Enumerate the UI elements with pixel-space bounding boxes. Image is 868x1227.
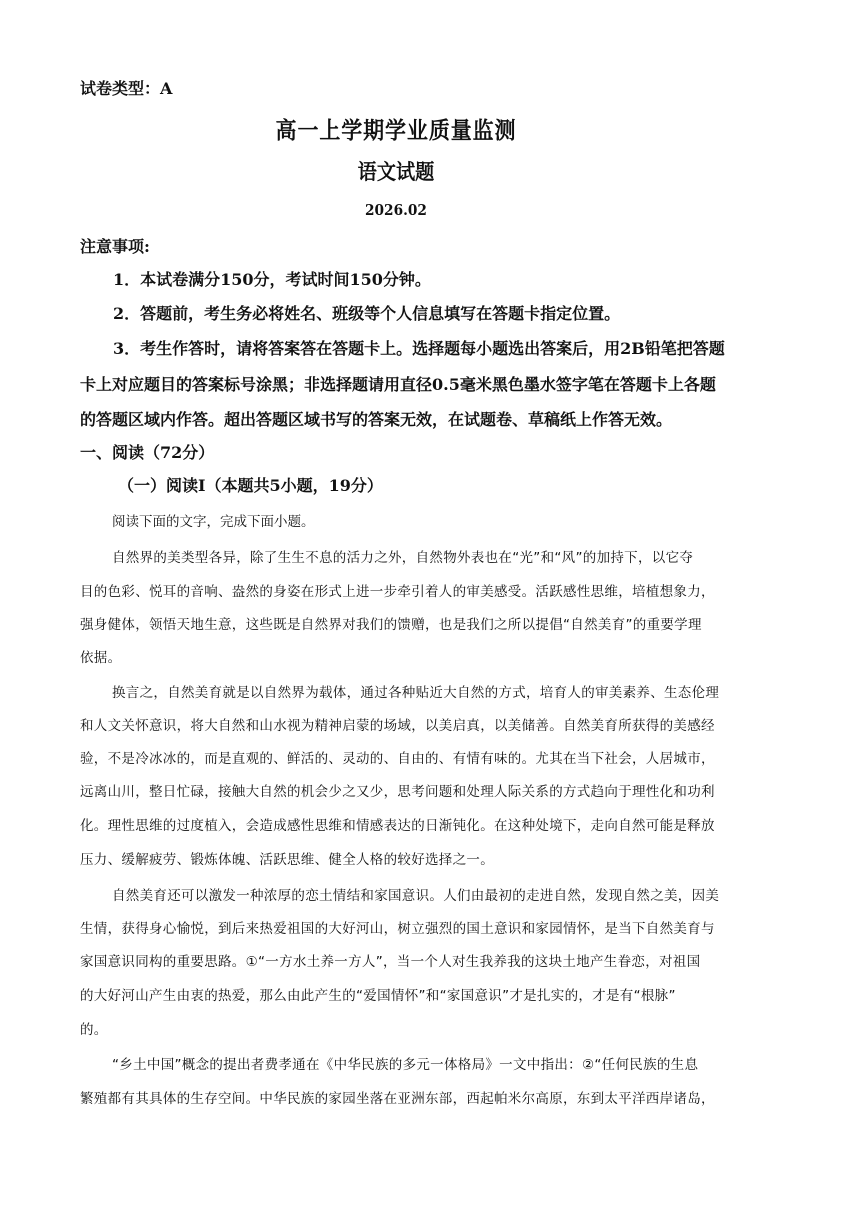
passage-line: 生情，获得身心愉悦，到后来热爱祖国的大好河山，树立强烈的国土意识和家园情怀，是当下自然美育与 — [80, 921, 715, 937]
passage-line: 繁殖都有其具体的生存空间。中华民族的家园坐落在亚洲东部，西起帕米尔高原，东到太平洋西岸诸岛， — [80, 1091, 715, 1107]
section-title: 一、阅读（72分） — [80, 443, 215, 462]
paper-type-label: 试卷类型：A — [80, 79, 173, 98]
notice-item-3-line-1: 3．考生作答时，请将答案答在答题卡上。选择题每小题选出答案后，用2B铅笔把答题 — [113, 339, 725, 358]
passage-line: 自然美育还可以激发一种浓厚的恋土情结和家国意识。人们由最初的走进自然，发现自然之美，因美 — [112, 888, 720, 904]
passage-line: 验，不是冷冰冰的，而是直观的、鲜活的、灵动的、自由的、有情有味的。尤其在当下社会，人居城市， — [80, 751, 715, 767]
notice-item-2: 2．答题前，考生务必将姓名、班级等个人信息填写在答题卡指定位置。 — [113, 304, 621, 323]
notice-item-1: 1．本试卷满分150分，考试时间150分钟。 — [113, 270, 431, 289]
passage-line: 化。理性思维的过度植入，会造成感性思维和情感表达的日渐钝化。在这种处境下，走向自然可能是释放 — [80, 818, 715, 834]
passage-line: 强身健体，领悟天地生意，这些既是自然界对我们的馈赠，也是我们之所以提倡“自然美育”的重要学理 — [80, 617, 702, 633]
passage-line: 和人文关怀意识，将大自然和山水视为精神启蒙的场域，以美启真，以美储善。自然美育所获得的美感经 — [80, 718, 715, 734]
passage-line: 家国意识同构的重要思路。①“一方水土养一方人”，当一个人对生我养我的这块土地产生眷恋，对祖国 — [80, 954, 701, 970]
exam-date: 2026.02 — [365, 201, 427, 219]
passage-line: 目的色彩、悦耳的音响、盎然的身姿在形式上进一步牵引着人的审美感受。活跃感性思维，培植想象力， — [80, 584, 715, 600]
notice-heading: 注意事项: — [80, 237, 150, 256]
notice-item-3-line-3: 的答题区域内作答。超出答题区域书写的答案无效，在试题卷、草稿纸上作答无效。 — [80, 410, 673, 429]
passage-line: 换言之，自然美育就是以自然界为载体，通过各种贴近大自然的方式，培育人的审美素养、生态伦理 — [112, 685, 720, 701]
exam-title: 高一上学期学业质量监测 — [275, 117, 517, 144]
passage-line: 的大好河山产生由衷的热爱，那么由此产生的“爱国情怀”和“家国意识”才是扎实的，才是有“根脉” — [80, 988, 676, 1004]
passage-line: 自然界的美类型各异，除了生生不息的活力之外，自然物外表也在“光”和“风”的加持下，以它夺 — [112, 550, 694, 566]
passage-line: 的。 — [80, 1022, 108, 1038]
notice-item-3-line-2: 卡上对应题目的答案标号涂黑；非选择题请用直径0.5毫米黑色墨水签字笔在答题卡上各题 — [80, 375, 716, 394]
passage-line: 压力、缓解疲劳、锻炼体魄、活跃思维、健全人格的较好选择之一。 — [80, 852, 494, 868]
passage-line: 依据。 — [80, 650, 122, 666]
passage-line: “乡土中国”概念的提出者费孝通在《中华民族的多元一体格局》一文中指出：②“任何民族的生息 — [112, 1057, 699, 1073]
subject-title: 语文试题 — [357, 159, 435, 184]
subsection-title: （一）阅读Ⅰ（本题共5小题，19分） — [118, 476, 383, 495]
reading-instruction: 阅读下面的文字，完成下面小题。 — [112, 514, 315, 530]
passage-line: 远离山川，整日忙碌，接触大自然的机会少之又少，思考问题和处理人际关系的方式趋向于理性化和功利 — [80, 784, 715, 800]
